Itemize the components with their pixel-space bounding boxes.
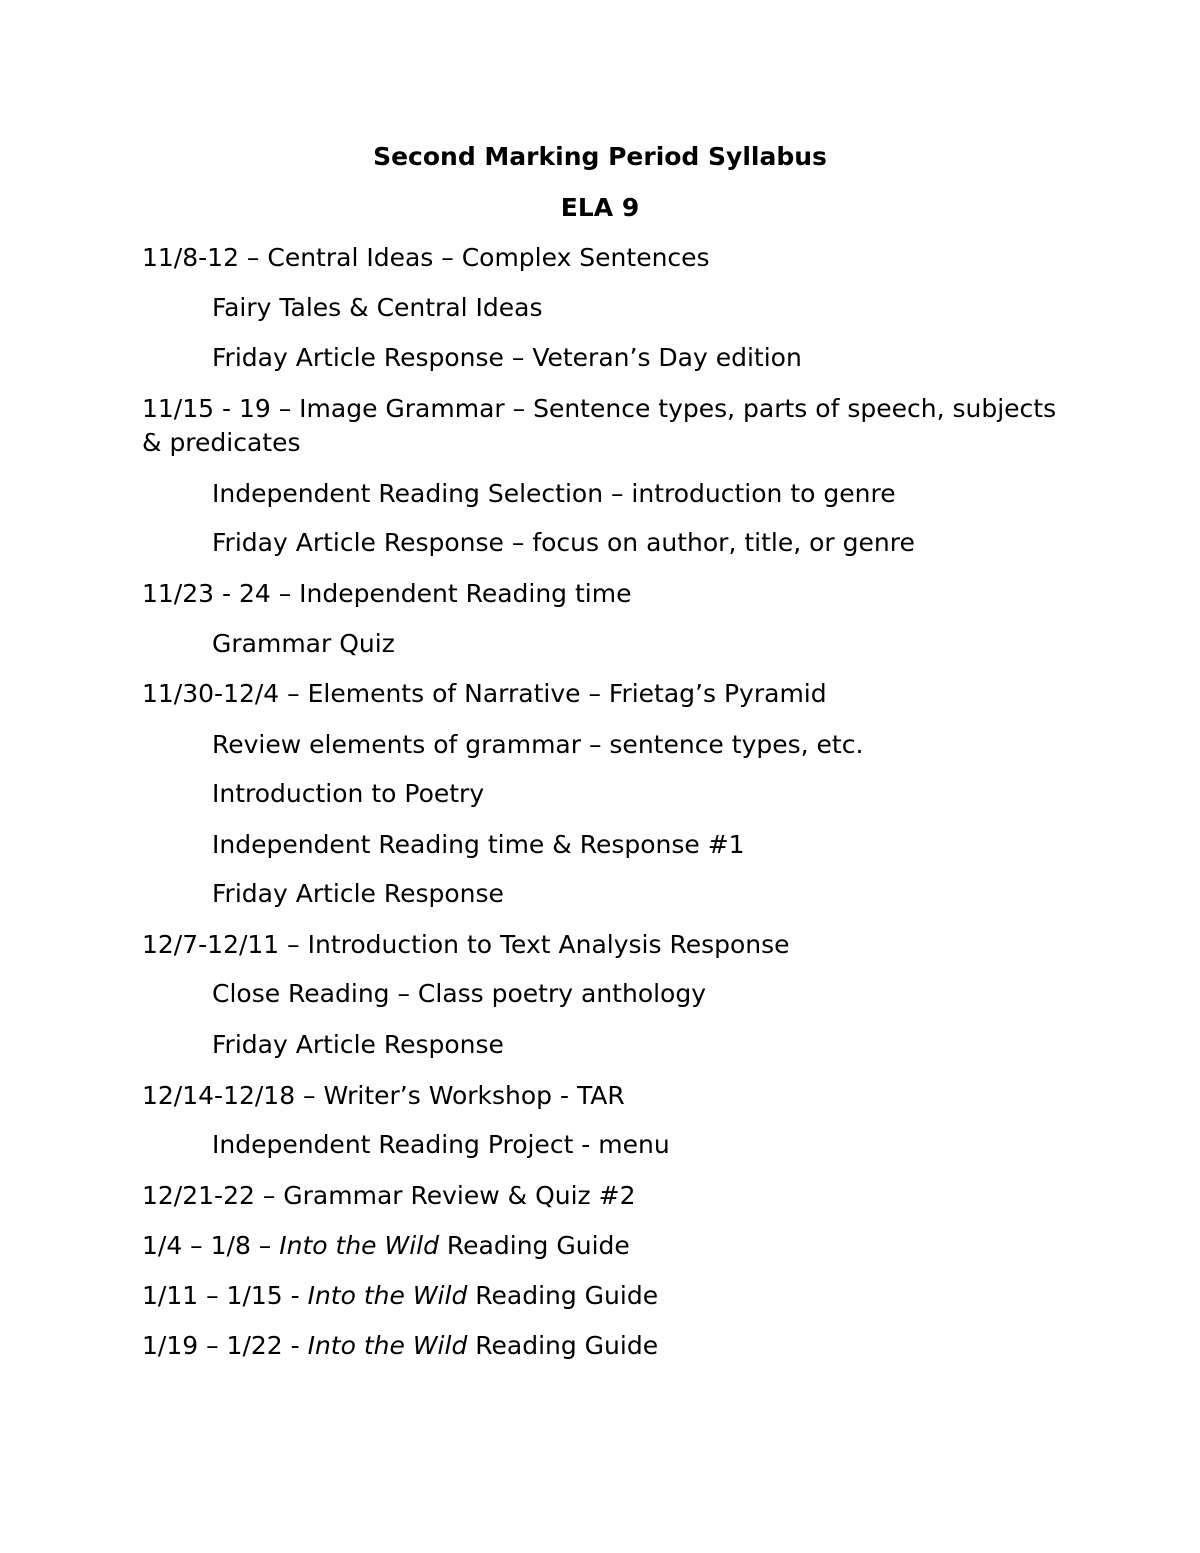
activity-item: Review elements of grammar – sentence types, etc. xyxy=(212,730,864,759)
week-heading: 12/7-12/11 – Introduction to Text Analysis Response xyxy=(142,930,790,959)
activity-item: Friday Article Response xyxy=(212,1030,504,1059)
activity-item: Independent Reading Selection – introduction to genre xyxy=(212,479,896,508)
week-heading xyxy=(142,1229,1062,1263)
activity-item: Friday Article Response – focus on author, title, or genre xyxy=(212,528,915,557)
week-heading xyxy=(142,1279,1062,1313)
book-title: Into the Wild xyxy=(307,1331,468,1360)
week-topic: Reading Guide xyxy=(438,1231,630,1260)
book-title: Into the Wild xyxy=(307,1281,468,1310)
week-heading: 11/8-12 – Central Ideas – Complex Sentences xyxy=(142,243,710,272)
week-heading: 11/23 - 24 – Independent Reading time xyxy=(142,579,632,608)
week-heading xyxy=(142,1329,1062,1363)
activity-item: Grammar Quiz xyxy=(212,629,395,658)
document-subtitle: ELA 9 xyxy=(560,193,640,222)
activity-item: Introduction to Poetry xyxy=(212,779,485,808)
week-heading: 12/21-22 – Grammar Review & Quiz #2 xyxy=(142,1181,636,1210)
week-heading: 11/15 - 19 – Image Grammar – Sentence types, parts of speech, subjects & predicates xyxy=(142,394,1057,457)
week-dates: 1/11 – 1/15 - xyxy=(142,1281,308,1310)
week-dates: 1/4 – 1/8 – xyxy=(142,1231,280,1260)
activity-item: Friday Article Response – Veteran’s Day edition xyxy=(212,343,802,372)
activity-item: Independent Reading time & Response #1 xyxy=(212,830,745,859)
book-title: Into the Wild xyxy=(279,1231,439,1260)
week-heading: 12/14-12/18 – Writer’s Workshop - TAR xyxy=(142,1081,625,1110)
activity-item: Independent Reading Project - menu xyxy=(212,1130,670,1159)
activity-item: Close Reading – Class poetry anthology xyxy=(212,979,707,1008)
document-title: Second Marking Period Syllabus xyxy=(373,142,827,171)
activity-item: Friday Article Response xyxy=(212,879,504,908)
week-topic: Reading Guide xyxy=(467,1331,659,1360)
week-dates: 1/19 – 1/22 - xyxy=(142,1331,308,1360)
activity-item: Fairy Tales & Central Ideas xyxy=(212,293,543,322)
week-topic: Reading Guide xyxy=(467,1281,659,1310)
week-heading: 11/30-12/4 – Elements of Narrative – Frietag’s Pyramid xyxy=(142,679,827,708)
